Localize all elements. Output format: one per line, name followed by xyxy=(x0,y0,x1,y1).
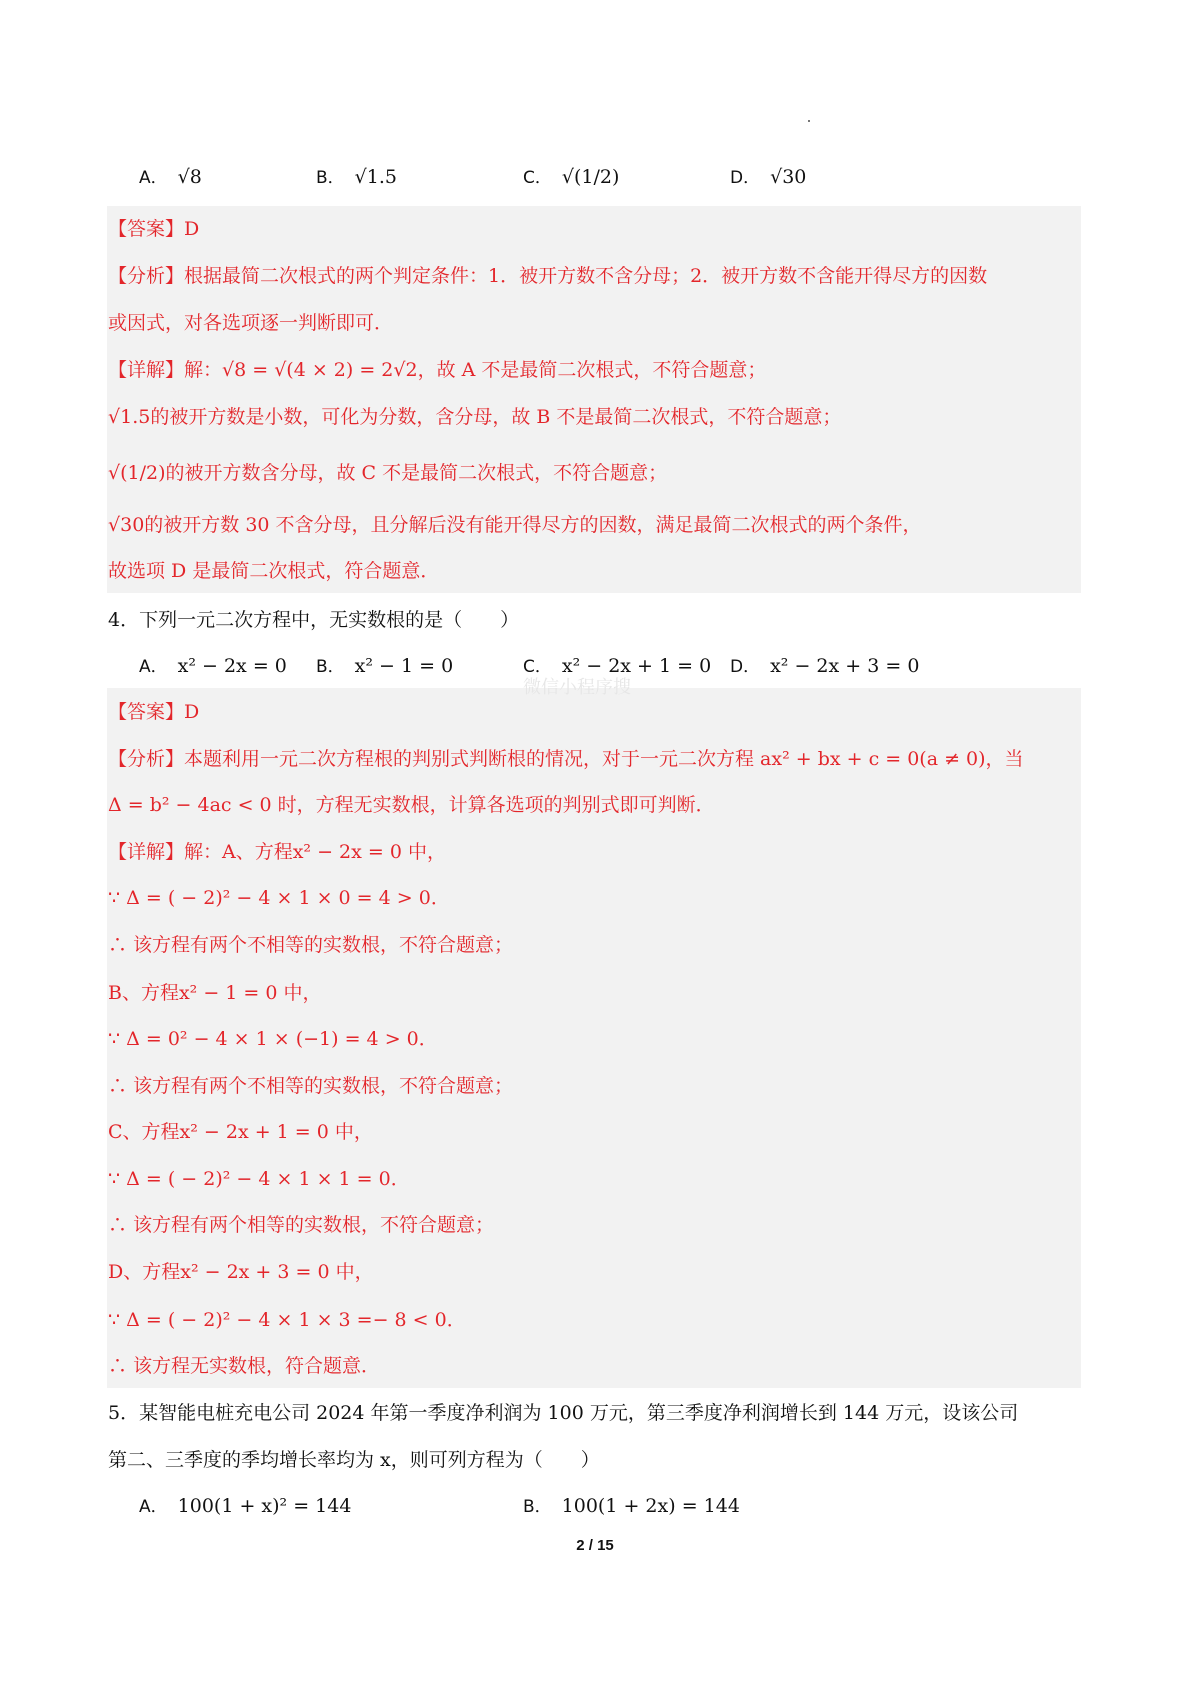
option-value: √1.5 xyxy=(354,166,397,188)
q5-stem: 5．某智能电桩充电公司 2024 年第一季度净利润为 100 万元，第三季度净利润增长到 144 万元，设该公司 xyxy=(108,1402,1019,1424)
q5-stem: 第二、三季度的季均增长率均为 x，则可列方程为（ ） xyxy=(108,1449,600,1471)
option-value: √30 xyxy=(770,166,807,188)
q4-solution-line: 【分析】本题利用一元二次方程根的判别式判断根的情况，对于一元二次方程 ax² + bx + c = 0(a ≠ 0)，当 xyxy=(108,748,1024,770)
option-label: A． xyxy=(139,168,168,188)
q4-solution-line: 【答案】D xyxy=(108,701,200,723)
option-value: 100(1 + x)² = 144 xyxy=(177,1495,352,1517)
option-value: x² − 2x = 0 xyxy=(177,655,287,677)
q4-stem: 4．下列一元二次方程中，无实数根的是（ ） xyxy=(108,609,520,631)
option-label: C． xyxy=(523,168,552,188)
q4-option-b[interactable] xyxy=(316,653,453,680)
option-label: B． xyxy=(316,168,345,188)
q4-solution-line: Δ = b² − 4ac < 0 时，方程无实数根，计算各选项的判别式即可判断． xyxy=(108,794,715,816)
q3-solution-line: 或因式，对各选项逐一判断即可． xyxy=(108,312,394,334)
q3-solution-line: 【详解】解：√8 = √(4 × 2) = 2√2，故 A 不是最简二次根式，不符合题意； xyxy=(108,359,767,381)
option-value: 100(1 + 2x) = 144 xyxy=(561,1495,740,1517)
option-value: √(1/2) xyxy=(561,166,620,188)
option-label: B． xyxy=(523,1497,552,1517)
q3-solution-line: 【答案】D xyxy=(108,218,200,240)
q4-solution-line: ∴ 该方程无实数根，符合题意． xyxy=(108,1355,381,1377)
option-label: A． xyxy=(139,657,168,677)
q4-solution-line: ∵ Δ = ( − 2)² − 4 × 1 × 3 =− 8 < 0． xyxy=(108,1309,466,1331)
q4-solution-line: D、方程x² − 2x + 3 = 0 中， xyxy=(108,1261,374,1283)
option-label: C． xyxy=(523,657,552,677)
q4-solution-line: ∴ 该方程有两个不相等的实数根，不符合题意； xyxy=(108,934,514,956)
q4-solution-line: ∵ Δ = ( − 2)² − 4 × 1 × 0 = 4 > 0． xyxy=(108,887,450,909)
q4-solution-line: ∴ 该方程有两个不相等的实数根，不符合题意； xyxy=(108,1075,514,1097)
q4-solution-line: ∵ Δ = ( − 2)² − 4 × 1 × 1 = 0． xyxy=(108,1168,410,1190)
q4-solution-line: C、方程x² − 2x + 1 = 0 中， xyxy=(108,1121,373,1143)
page-number: 2 / 15 xyxy=(576,1537,614,1554)
option-label: D． xyxy=(730,657,761,677)
q3-option-c[interactable] xyxy=(523,164,619,191)
q3-option-b[interactable] xyxy=(316,164,397,191)
q5-option-b[interactable] xyxy=(523,1493,740,1520)
stray-dot xyxy=(808,120,810,122)
q5-option-a[interactable] xyxy=(139,1493,351,1520)
option-value: x² − 1 = 0 xyxy=(354,655,454,677)
watermark: 微信小程序搜 xyxy=(523,677,631,698)
q3-solution-line: 【分析】根据最简二次根式的两个判定条件：1．被开方数不含分母；2．被开方数不含能开得尽方的因数 xyxy=(108,265,988,287)
q4-solution-line: ∵ Δ = 0² − 4 × 1 × (−1) = 4 > 0． xyxy=(108,1028,438,1050)
option-value: x² − 2x + 3 = 0 xyxy=(770,655,920,677)
q4-option-d[interactable] xyxy=(730,653,919,680)
q3-solution-line: √(1/2)的被开方数含分母，故 C 不是最简二次根式，不符合题意； xyxy=(108,462,668,484)
q4-option-a[interactable] xyxy=(139,653,287,680)
q4-option-c[interactable] xyxy=(523,653,711,680)
option-label: D． xyxy=(730,168,761,188)
q4-solution-line: 【详解】解：A、方程x² − 2x = 0 中， xyxy=(108,841,446,863)
q3-option-a[interactable] xyxy=(139,164,202,191)
q4-solution-line: B、方程x² − 1 = 0 中， xyxy=(108,982,322,1004)
q4-solution-line: ∴ 该方程有两个相等的实数根，不符合题意； xyxy=(108,1214,495,1236)
option-label: A． xyxy=(139,1497,168,1517)
q3-solution-line: √1.5的被开方数是小数，可化为分数，含分母，故 B 不是最简二次根式，不符合题意； xyxy=(108,406,842,428)
option-value: x² − 2x + 1 = 0 xyxy=(561,655,712,677)
option-value: √8 xyxy=(177,166,202,188)
q3-option-d[interactable] xyxy=(730,164,806,191)
option-label: B． xyxy=(316,657,345,677)
q3-solution-line: 故选项 D 是最简二次根式，符合题意． xyxy=(108,560,440,582)
q3-solution-line: √30的被开方数 30 不含分母，且分解后没有能开得尽方的因数，满足最简二次根式的两个条件， xyxy=(108,514,922,536)
